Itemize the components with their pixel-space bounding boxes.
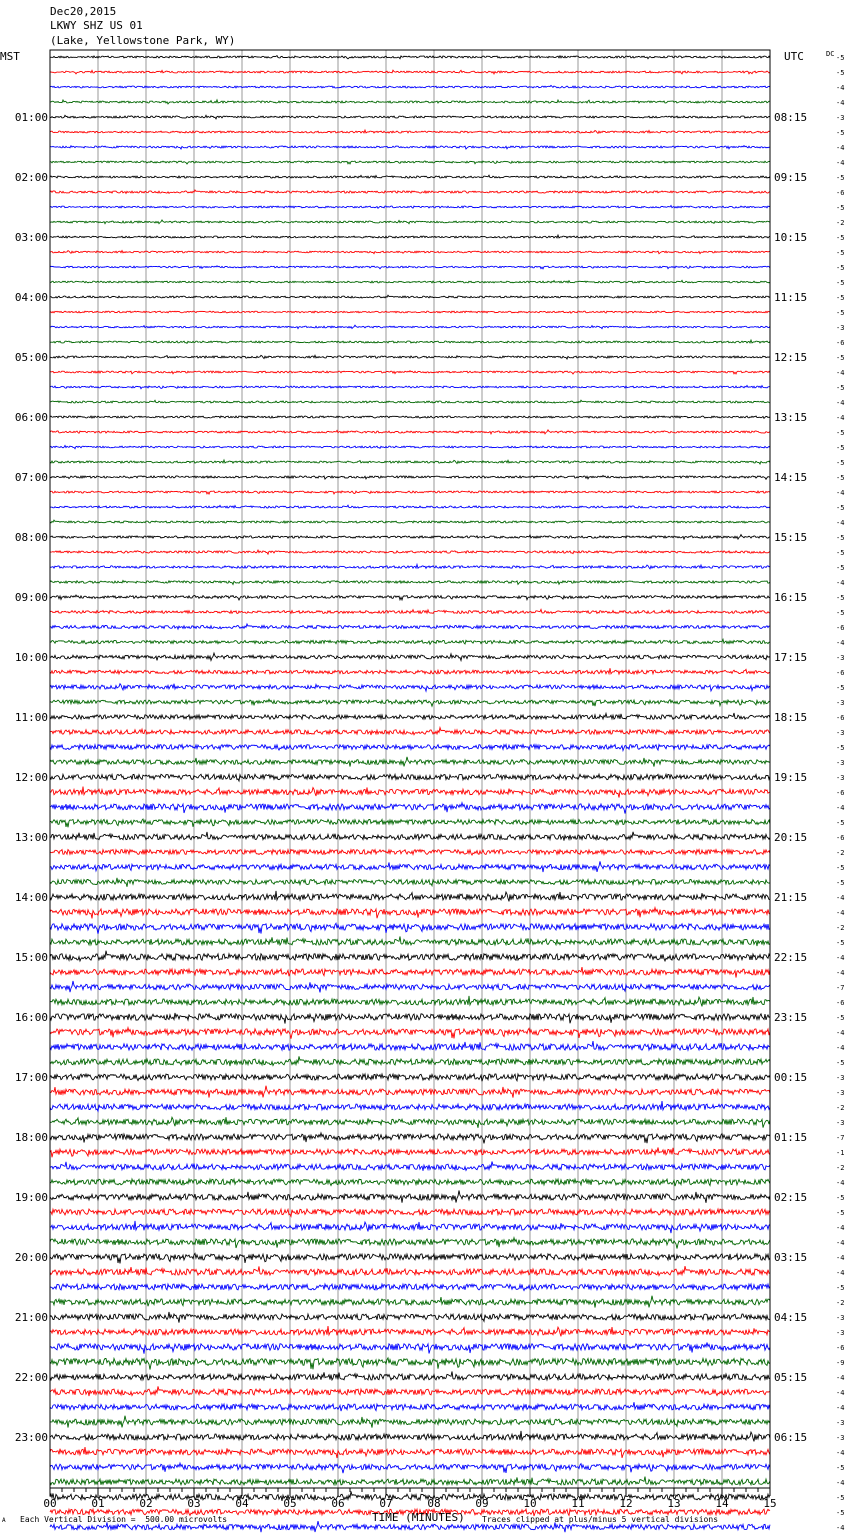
seismic-trace [50, 115, 770, 119]
seismic-trace [50, 951, 770, 961]
seismic-trace [50, 1013, 770, 1024]
seismic-trace [50, 1386, 770, 1396]
seismic-trace [50, 684, 770, 691]
trace-value-label: -4 [836, 99, 845, 107]
trace-value-label: -5 [836, 429, 845, 437]
left-hour-label: 05:00 [14, 351, 48, 364]
trace-value-label: -3 [836, 759, 845, 767]
x-tick-label: 06 [331, 1497, 345, 1510]
trace-value-label: -5 [836, 744, 845, 752]
right-hour-label: 12:15 [774, 351, 808, 364]
right-hour-label: 15:15 [774, 531, 808, 544]
seismic-trace [50, 340, 770, 343]
trace-value-label: -5 [836, 684, 845, 692]
left-hour-label: 20:00 [14, 1251, 48, 1264]
trace-value-label: -5 [836, 129, 845, 137]
right-hour-label: 01:15 [774, 1131, 808, 1144]
trace-value-label: -5 [836, 609, 845, 617]
trace-value-label: -5 [836, 354, 845, 362]
trace-value-label: -5 [836, 384, 845, 392]
right-hour-label: 11:15 [774, 291, 808, 304]
seismic-trace [50, 266, 770, 269]
seismic-trace [50, 581, 770, 585]
trace-value-label: -4 [836, 579, 845, 587]
right-hour-label: 19:15 [774, 771, 808, 784]
seismic-trace [50, 923, 770, 934]
seismic-trace [50, 1028, 770, 1039]
seismic-trace [50, 1221, 770, 1233]
seismic-trace [50, 1041, 770, 1050]
trace-value-label: -5 [836, 234, 845, 242]
seismic-trace [50, 235, 770, 238]
trace-value-label: -5 [836, 534, 845, 542]
minute-grid [50, 50, 770, 1488]
trace-value-label: -4 [836, 159, 845, 167]
trace-value-label: -3 [836, 1314, 845, 1322]
trace-value-label: -3 [836, 654, 845, 662]
trace-value-label: -5 [836, 1209, 845, 1217]
trace-value-label: -1 [836, 1149, 845, 1157]
trace-value-label: -5 [836, 594, 845, 602]
seismic-trace [50, 774, 770, 781]
seismic-trace [50, 639, 770, 644]
seismic-trace [50, 430, 770, 434]
right-hour-labels [774, 111, 807, 1444]
seismic-trace [50, 56, 770, 59]
right-hour-label: 13:15 [774, 411, 808, 424]
x-tick-label: 09 [475, 1497, 489, 1510]
trace-value-label: -3 [836, 1119, 845, 1127]
trace-value-label: -6 [836, 189, 845, 197]
seismic-trace [50, 1101, 770, 1111]
trace-value-label: -3 [836, 774, 845, 782]
trace-value-label: -5 [836, 1014, 845, 1022]
trace-value-label: -4 [836, 84, 845, 92]
left-hour-label: 21:00 [14, 1311, 48, 1324]
seismic-trace [50, 550, 770, 554]
right-hour-label: 22:15 [774, 951, 808, 964]
trace-value-label: -3 [836, 1419, 845, 1427]
trace-value-label: -4 [836, 1389, 845, 1397]
seismic-trace [50, 1209, 770, 1216]
trace-value-label: -9 [836, 1359, 845, 1367]
trace-value-label: -4 [836, 1029, 845, 1037]
x-tick-label: 15 [763, 1497, 777, 1510]
trace-value-label: -5 [836, 819, 845, 827]
right-hour-label: 17:15 [774, 651, 808, 664]
seismic-trace [50, 1431, 770, 1442]
seismic-trace [50, 981, 770, 992]
seismic-trace [50, 476, 770, 480]
right-hour-label: 14:15 [774, 471, 808, 484]
seismic-trace [50, 1491, 770, 1501]
seismic-trace [50, 668, 770, 674]
trace-value-labels [836, 54, 844, 1534]
trace-value-label: -6 [836, 789, 845, 797]
seismic-trace [50, 161, 770, 164]
trace-value-label: -5 [836, 459, 845, 467]
trace-value-label: -4 [836, 144, 845, 152]
right-hour-label: 16:15 [774, 591, 808, 604]
x-tick-label: 10 [523, 1497, 537, 1510]
right-hour-label: 08:15 [774, 111, 808, 124]
trace-group [50, 56, 770, 1534]
seismic-trace [50, 624, 770, 629]
trace-value-label: -2 [836, 219, 845, 227]
left-hour-label: 06:00 [14, 411, 48, 424]
trace-value-label: -4 [836, 1269, 845, 1277]
trace-value-label: -6 [836, 624, 845, 632]
trace-value-label: -2 [836, 1104, 845, 1112]
chart-date: Dec20,2015 [50, 5, 117, 18]
station-location: (Lake, Yellowstone Park, WY) [50, 34, 236, 47]
trace-value-label: -4 [836, 894, 845, 902]
trace-value-label: -5 [836, 564, 845, 572]
trace-value-label: -5 [836, 294, 845, 302]
seismic-trace [50, 653, 770, 660]
trace-value-label: -4 [836, 1179, 845, 1187]
x-tick-label: 07 [379, 1497, 393, 1510]
seismic-trace [50, 1284, 770, 1290]
seismic-trace [50, 996, 770, 1007]
seismic-trace [50, 535, 770, 540]
seismic-trace [50, 699, 770, 706]
seismic-trace [50, 728, 770, 735]
seismic-trace [50, 908, 770, 919]
trace-value-label: -6 [836, 339, 845, 347]
seismic-trace [50, 295, 770, 298]
trace-value-label: -3 [836, 1329, 845, 1337]
seismic-trace [50, 832, 770, 841]
trace-value-label: -4 [836, 909, 845, 917]
right-hour-label: 09:15 [774, 171, 808, 184]
x-tick-label: 13 [667, 1497, 681, 1510]
seismic-trace [50, 1402, 770, 1411]
scale-note: Each Vertical Division = 500.00 microvolts [20, 1515, 228, 1524]
plot-frame [50, 50, 770, 1488]
seismic-trace [50, 1162, 770, 1171]
seismic-trace [50, 1117, 770, 1128]
corner-mark: A [2, 1517, 6, 1524]
trace-value-label: -5 [836, 1194, 845, 1202]
left-hour-label: 01:00 [14, 111, 48, 124]
seismic-trace [50, 609, 770, 613]
seismic-trace [50, 280, 770, 282]
seismic-trace [50, 595, 770, 600]
trace-value-label: -4 [836, 1224, 845, 1232]
left-hour-label: 13:00 [14, 831, 48, 844]
trace-value-label: -4 [836, 1374, 845, 1382]
seismic-trace [50, 146, 770, 149]
trace-value-label: -5 [836, 504, 845, 512]
right-hour-label: 00:15 [774, 1071, 808, 1084]
x-tick-label: 02 [139, 1497, 153, 1510]
left-hour-label: 17:00 [14, 1071, 48, 1084]
seismic-trace [50, 491, 770, 494]
seismic-trace [50, 325, 770, 328]
seismic-trace [50, 787, 770, 798]
seismic-trace [50, 1477, 770, 1485]
seismic-trace [50, 1179, 770, 1186]
seismic-trace [50, 175, 770, 178]
x-axis-label: TIME (MINUTES) [372, 1511, 465, 1524]
seismic-trace [50, 1343, 770, 1354]
right-hour-label: 05:15 [774, 1371, 808, 1384]
left-hour-label: 18:00 [14, 1131, 48, 1144]
seismic-trace [50, 1312, 770, 1323]
seismic-trace [50, 520, 770, 523]
seismic-trace [50, 1447, 770, 1458]
left-hour-label: 14:00 [14, 891, 48, 904]
trace-value-label: -4 [836, 369, 845, 377]
right-hour-label: 02:15 [774, 1191, 808, 1204]
seismic-trace [50, 745, 770, 751]
trace-value-label: -5 [836, 174, 845, 182]
trace-value-label: -5 [836, 1284, 845, 1292]
x-tick-label: 04 [235, 1497, 249, 1510]
seismic-trace [50, 713, 770, 719]
seismic-trace [50, 1372, 770, 1380]
left-timezone-label: MST [0, 50, 20, 63]
trace-value-label: -3 [836, 1089, 845, 1097]
seismic-trace [50, 386, 770, 389]
right-hour-label: 03:15 [774, 1251, 808, 1264]
seismic-trace [50, 1358, 770, 1370]
seismic-trace [50, 446, 770, 449]
seismic-trace [50, 1253, 770, 1263]
left-hour-label: 08:00 [14, 531, 48, 544]
seismic-trace [50, 400, 770, 403]
left-hour-label: 23:00 [14, 1431, 48, 1444]
seismic-trace [50, 355, 770, 359]
trace-value-label: -5 [836, 54, 845, 62]
seismic-trace [50, 505, 770, 508]
trace-value-label: -5 [836, 279, 845, 287]
trace-value-label: -6 [836, 1344, 845, 1352]
trace-value-label: -2 [836, 849, 845, 857]
trace-value-label: -4 [836, 639, 845, 647]
seismic-trace [50, 757, 770, 767]
trace-value-label: -4 [836, 1254, 845, 1262]
seismic-trace [50, 803, 770, 814]
trace-value-label: -5 [836, 864, 845, 872]
seismic-trace [50, 1266, 770, 1276]
trace-value-label: -5 [836, 249, 845, 257]
seismic-trace [50, 251, 770, 254]
seismic-trace [50, 206, 770, 209]
seismic-trace [50, 460, 770, 464]
right-hour-label: 23:15 [774, 1011, 808, 1024]
seismic-trace [50, 190, 770, 193]
x-tick-label: 00 [43, 1497, 57, 1510]
trace-value-label: -5 [836, 204, 845, 212]
trace-value-label: -4 [836, 1449, 845, 1457]
seismic-trace [50, 1191, 770, 1203]
seismic-trace [50, 311, 770, 313]
seismic-trace [50, 891, 770, 902]
left-hour-label: 07:00 [14, 471, 48, 484]
trace-value-label: -2 [836, 924, 845, 932]
right-timezone-label: UTC [784, 50, 804, 63]
trace-value-label: -3 [836, 324, 845, 332]
left-hour-label: 11:00 [14, 711, 48, 724]
trace-value-label: -4 [836, 1239, 845, 1247]
trace-value-label: -4 [836, 954, 845, 962]
x-tick-label: 11 [571, 1497, 585, 1510]
trace-value-label: -6 [836, 714, 845, 722]
trace-value-label: -4 [836, 399, 845, 407]
trace-value-label: -5 [836, 549, 845, 557]
seismic-trace [50, 1326, 770, 1336]
right-hour-label: 18:15 [774, 711, 808, 724]
seismic-trace [50, 70, 770, 74]
trace-value-label: -4 [836, 414, 845, 422]
trace-value-label: -5 [836, 1464, 845, 1472]
seismic-trace [50, 850, 770, 855]
x-tick-label: 12 [619, 1497, 633, 1510]
left-hour-label: 12:00 [14, 771, 48, 784]
seismic-trace [50, 1296, 770, 1308]
right-hour-label: 21:15 [774, 891, 808, 904]
trace-value-label: -3 [836, 729, 845, 737]
trace-value-label: -4 [836, 1044, 845, 1052]
left-hour-label: 09:00 [14, 591, 48, 604]
x-tick-label: 14 [715, 1497, 729, 1510]
x-tick-label: 08 [427, 1497, 441, 1510]
left-hour-label: 15:00 [14, 951, 48, 964]
trace-value-label: -4 [836, 1479, 845, 1487]
trace-value-label: -4 [836, 519, 845, 527]
trace-value-label: -5 [836, 474, 845, 482]
trace-value-label: -2 [836, 1164, 845, 1172]
trace-value-label: -4 [836, 804, 845, 812]
trace-value-label: -7 [836, 984, 845, 992]
left-hour-label: 16:00 [14, 1011, 48, 1024]
seismic-trace [50, 1463, 770, 1473]
right-hour-label: 04:15 [774, 1311, 808, 1324]
left-hour-labels [15, 111, 48, 1444]
seismic-trace [50, 1238, 770, 1249]
trace-value-label: -5 [836, 264, 845, 272]
right-hour-label: 10:15 [774, 231, 808, 244]
right-hour-label: 20:15 [774, 831, 808, 844]
trace-value-label: -6 [836, 999, 845, 1007]
trace-value-label: -4 [836, 1404, 845, 1412]
seismic-trace [50, 937, 770, 947]
station-code: LKWY SHZ US 01 [50, 19, 143, 32]
trace-value-label: -5 [836, 1509, 845, 1517]
seismic-trace [50, 100, 770, 104]
trace-value-label: -5 [836, 69, 845, 77]
trace-value-label: -3 [836, 699, 845, 707]
seismic-trace [50, 371, 770, 374]
seismic-trace [50, 220, 770, 224]
seismic-trace [50, 1056, 770, 1066]
left-hour-label: 03:00 [14, 231, 48, 244]
seismic-trace [50, 85, 770, 88]
seismic-trace [50, 130, 770, 133]
trace-value-label: -2 [836, 1299, 845, 1307]
trace-value-label: -7 [836, 1134, 845, 1142]
right-hour-label: 06:15 [774, 1431, 808, 1444]
x-tick-label: 01 [91, 1497, 105, 1510]
trace-value-label: -4 [836, 489, 845, 497]
left-hour-label: 04:00 [14, 291, 48, 304]
seismic-trace [50, 565, 770, 569]
trace-value-label: -4 [836, 1524, 845, 1532]
seismic-trace [50, 878, 770, 887]
x-tick-label: 05 [283, 1497, 297, 1510]
seismic-trace [50, 1086, 770, 1098]
seismic-trace [50, 416, 770, 418]
seismic-trace [50, 819, 770, 827]
seismic-trace [50, 861, 770, 872]
left-hour-label: 10:00 [14, 651, 48, 664]
trace-value-label: -5 [836, 1059, 845, 1067]
clip-note: Traces clipped at plus/minus 5 vertical divisions [482, 1515, 719, 1524]
trace-value-label: -6 [836, 669, 845, 677]
seismic-trace [50, 1416, 770, 1428]
seismic-trace [50, 967, 770, 978]
trace-value-label: -5 [836, 1494, 845, 1502]
trace-value-label: -3 [836, 1434, 845, 1442]
trace-value-label: -5 [836, 309, 845, 317]
left-hour-label: 19:00 [14, 1191, 48, 1204]
trace-value-label: -3 [836, 1074, 845, 1082]
trace-value-label: -4 [836, 969, 845, 977]
trace-value-label: -5 [836, 939, 845, 947]
trace-value-label: -5 [836, 879, 845, 887]
seismic-trace [50, 1074, 770, 1081]
seismic-trace [50, 1133, 770, 1144]
left-hour-label: 22:00 [14, 1371, 48, 1384]
x-tick-label: 03 [187, 1497, 201, 1510]
trace-value-label: -5 [836, 444, 845, 452]
left-hour-label: 02:00 [14, 171, 48, 184]
dc-label: DC [826, 50, 835, 58]
trace-value-label: -3 [836, 114, 845, 122]
trace-value-label: -6 [836, 834, 845, 842]
seismic-trace [50, 1148, 770, 1158]
